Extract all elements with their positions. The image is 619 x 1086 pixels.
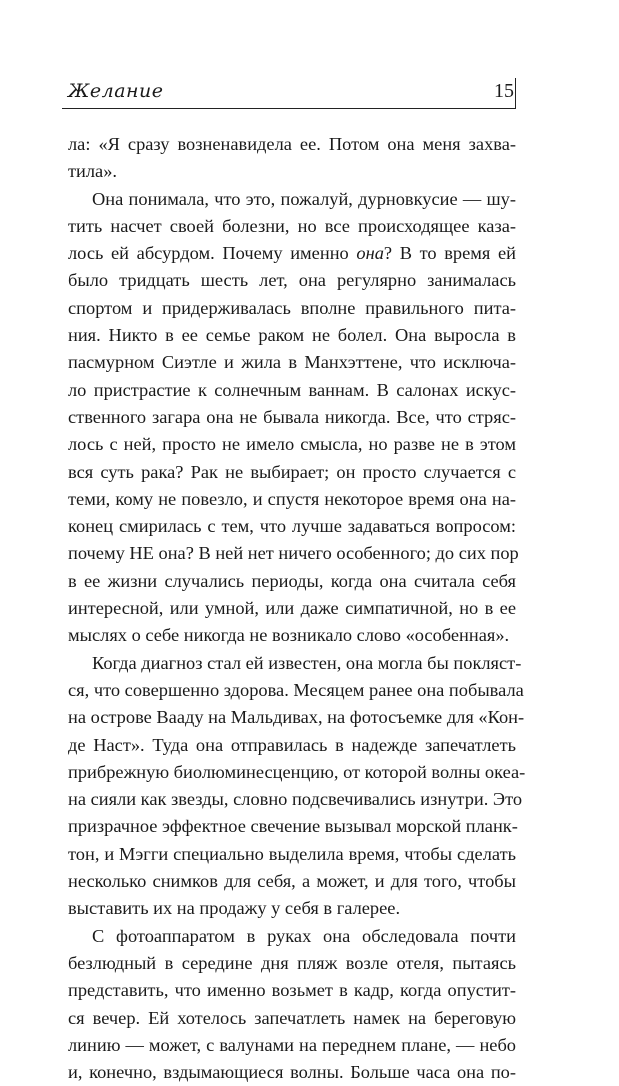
text-line: несколько снимков для себя, а может, и для того, чтобы <box>68 871 516 892</box>
text-line: ло пристрастие к солнечным ваннам. В салонах искус- <box>68 379 516 400</box>
text-line: Она понимала, что это, пожалуй, дурновкусие — шу- <box>92 188 516 209</box>
text-line: на сияли как звезды, словно подсвечивались изнутри. Это <box>68 789 523 810</box>
text-line: де Наст». Туда она отправилась в надежде запечатлеть <box>68 734 516 755</box>
text-line: тить насчет своей болезни, но все происходящее каза- <box>68 215 516 236</box>
text-line: тила». <box>68 161 118 182</box>
text-line: прибрежную биолюминесценцию, от которой волны океа- <box>68 761 526 782</box>
text-line: лось с ней, просто не имело смысла, но разве не в этом <box>68 434 516 455</box>
text-line: на острове Вааду на Мальдивах, на фотосъемке для «Кон- <box>68 707 525 728</box>
text-line: спортом и придерживалась вполне правильного пита- <box>68 297 516 318</box>
text-line: мыслях о себе никогда не возникало слово «особенная». <box>68 625 510 646</box>
text-line: линию — может, с валунами на переднем плане, — небо <box>68 1034 516 1055</box>
text-line: теми, кому не повезло, и спустя некоторое время она на- <box>68 488 516 509</box>
running-title: Желание <box>68 80 164 102</box>
running-head <box>68 78 514 106</box>
text-line: и, конечно, вздымающиеся волны. Больше часа она по- <box>68 1062 516 1083</box>
text-line: тон, и Мэгги специально выделила время, чтобы сделать <box>68 843 516 864</box>
header-rule-corner <box>515 78 516 109</box>
text-line: ла: «Я сразу возненавидела ее. Потом она меня захва- <box>68 134 516 154</box>
text-line: вся суть рака? Рак не выбирает; он просто случается с <box>68 461 516 482</box>
emphasis: она <box>356 243 384 264</box>
text-line: выставить их на продажу у себя в галерее. <box>68 898 401 919</box>
text-line: Когда диагноз стал ей известен, она могла бы покляст- <box>92 652 522 673</box>
text-line: призрачное эффектное свечение вызывал морской планк- <box>68 816 518 837</box>
text-line: ственного загара она не бывала никогда. Все, что стряс- <box>68 406 516 427</box>
text-line: в ее жизни случались периоды, когда она считала себя <box>68 570 516 591</box>
text-line: С фотоаппаратом в руках она обследовала почти <box>92 925 516 946</box>
text-line: конец смирилась с тем, что лучше задаваться вопросом: <box>68 516 516 537</box>
text-line: было тридцать шесть лет, она регулярно занималась <box>68 270 516 291</box>
text-line: пасмурном Сиэтле и жила в Манхэттене, что исключа- <box>68 352 516 373</box>
text-line: безлюдный в середине дня пляж возле отеля, пытаясь <box>68 952 516 973</box>
text-line: ся вечер. Ей хотелось запечатлеть намек на береговую <box>68 1007 516 1028</box>
page-number: 15 <box>494 80 514 102</box>
text-line: лось ей абсурдом. Почему именно она? В то время ей <box>68 243 517 264</box>
text-line: ния. Никто в ее семье раком не болел. Она выросла в <box>68 325 516 346</box>
text-line: представить, что именно возьмет в кадр, когда опустит- <box>68 980 516 1001</box>
text-line: ся, что совершенно здорова. Месяцем ранее она побывала <box>68 679 524 700</box>
header-rule <box>62 108 516 109</box>
body-text <box>68 131 526 1086</box>
text-line: почему НЕ она? В ней нет ничего особенного; до сих пор <box>68 543 519 564</box>
text-line: интересной, или умной, или даже симпатичной, но в ее <box>68 598 516 619</box>
